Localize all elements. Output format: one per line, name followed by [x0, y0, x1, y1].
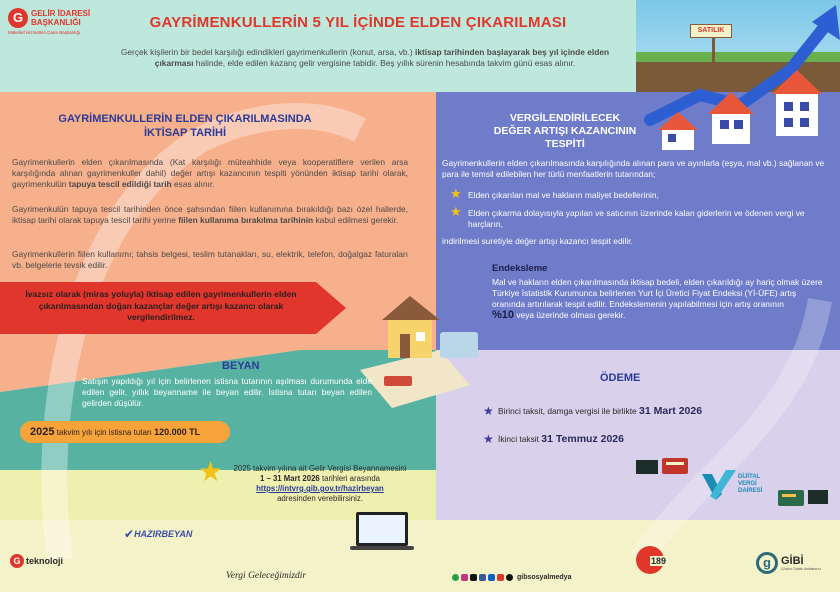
- alo-189-number: 189: [651, 556, 667, 566]
- deger-title-line1: VERGİLENDİRİLECEK: [509, 112, 621, 124]
- endeksleme-title: Endeksleme: [492, 263, 548, 274]
- youtube-icon[interactable]: [497, 574, 504, 581]
- iktisap-paragraph-1: [12, 157, 408, 190]
- teknoloji-label: teknoloji: [26, 556, 64, 566]
- istisna-amount: 120.000 TL: [154, 427, 201, 437]
- deger-bullet-1: Elden çıkarılan mal ve hakların maliyet bedellerinin,: [468, 190, 659, 200]
- beyan-note: [222, 464, 418, 504]
- brand-tagline: Mükellef Hizmetleri Daire Başkanlığı: [8, 30, 81, 35]
- iktisap-title: [30, 112, 340, 140]
- iktisap-paragraph-3: Gayrimenkullerin fiilen kullanımı; tahsis belgesi, teslim tutanakları, su, elektrik, telefon, doğalgaz faturaları vb. belgelerle tevsik edilir.: [12, 249, 408, 270]
- gib-logo: [8, 8, 90, 28]
- dijital-vergi-dairesi-text: [738, 474, 762, 495]
- hazirbeyan-logo: [124, 527, 192, 541]
- intro-bold: iktisap tarihinden başlayarak beş yıl içinde elden çıkarması: [154, 47, 610, 68]
- star-icon: ★: [198, 456, 224, 487]
- odeme-item-2-date: 31 Temmuz 2026: [541, 433, 624, 445]
- social-bar: [452, 574, 571, 581]
- endeksleme-rate: %10: [492, 309, 515, 321]
- teknoloji-logo: [10, 554, 63, 568]
- endeksleme-rate-line: [492, 310, 830, 321]
- iktisap-p1-plain: Gayrimenkullerin elden çıkarılmasında (Kat karşılığı müteahhide veya kooperatiflere verilen arsa karşılığında alınan gayrimenkuller dahil) değer artışı kazancının tespiti yönünden iktisap tarihi olarak, gayrimenkulün: [12, 157, 408, 189]
- endeksleme-body: Mal ve hakların elden çıkarılmasında iktisap bedeli, elden çıkarıldığı ay hariç olmak üzere Türkiye İstatistik Kurumunca belirlenen Yurt İçi Üretici Fiyat Endeksi (Yİ-ÜFE) artış oranında artırılarak tespit edilir. Endekslemenin yapılabilmesi için artış oranının: [492, 277, 823, 309]
- teknoloji-logo-icon: G: [10, 554, 24, 568]
- beyan-note-line1: 2025 takvim yılına ait Gelir Vergisi Beyannamesini: [233, 464, 407, 473]
- beyan-body: Satışın yapıldığı yıl için belirlenen istisna tutarının aşılması durumunda elde edilen gelir, yıllık beyanname ile beyan edilir. İstisna tutarı beyan edilen gelirden düşülür.: [82, 376, 372, 408]
- odeme-title: ÖDEME: [600, 372, 641, 384]
- beyan-note-line2: tarihleri arasında: [319, 474, 381, 483]
- dijital-line1: DİJİTAL: [738, 474, 761, 480]
- odeme-item-2-label: İkinci taksit: [498, 434, 542, 444]
- instagram-icon[interactable]: [461, 574, 468, 581]
- sign-post: [712, 36, 715, 62]
- brand-name-line1: GELİR İDARESİ: [31, 8, 91, 18]
- iktisap-title-line1: GAYRİMENKULLERİN ELDEN ÇIKARILMASINDA: [58, 113, 312, 125]
- slogan: Vergi Geleceğimizdir: [226, 571, 307, 581]
- intro-text: [110, 47, 620, 69]
- brand-name-line2: BAŞKANLIĞI: [31, 17, 81, 27]
- gibi-sub: Çözüm Odaklı Asistanınız: [781, 567, 822, 571]
- tiktok-icon[interactable]: [506, 574, 513, 581]
- beyan-title: BEYAN: [222, 360, 260, 372]
- dijital-line3: DAİRESİ: [738, 488, 763, 494]
- iktisap-p2-end: kabul edilmesi gerekir.: [313, 215, 399, 225]
- deger-title-line3: TESPİTİ: [545, 138, 585, 150]
- deger-title: [460, 112, 670, 151]
- odeme-item-1-date: 31 Mart 2026: [639, 405, 703, 417]
- star-icon: ★: [450, 204, 462, 219]
- deger-title-line2: DEĞER ARTIŞI KAZANCININ: [493, 125, 637, 137]
- deger-bullet-2: Elden çıkarma dolayısıyla yapılan ve satıcının üzerinde kalan giderlerin ve ödenen vergi ve harçların,: [468, 208, 805, 229]
- gibi-icon: g: [756, 552, 778, 574]
- card-icon-left: [636, 458, 688, 474]
- star-icon: ★: [450, 186, 462, 201]
- dijital-vergi-dairesi-icon: [702, 470, 736, 500]
- intro-plain-2: halinde, elde edilen kazanç gelir vergisine tabidir. Beş yıllık sürenin hesabında takvim günü esas alınır.: [193, 58, 576, 68]
- whatsapp-icon[interactable]: [452, 574, 459, 581]
- laptop-illustration: [350, 512, 414, 550]
- linkedin-icon[interactable]: [488, 574, 495, 581]
- iktisap-p1-end: esas alınır.: [171, 179, 215, 189]
- istisna-pill: [20, 421, 230, 443]
- iktisap-paragraph-2: [12, 204, 408, 226]
- istisna-mid: takvim yılı için istisna tutarı: [54, 427, 155, 437]
- iktisap-title-line2: İKTİSAP TARİHİ: [143, 127, 227, 139]
- card-icon-right: [778, 490, 828, 506]
- social-handle[interactable]: gibsosyalmedya: [517, 574, 572, 581]
- gibi-logo: [756, 552, 821, 574]
- iktisap-p2-bold: fiilen kullanıma bırakılma tarihinin: [178, 215, 314, 225]
- odeme-item-2: [498, 433, 624, 445]
- satilik-sign: SATILIK: [690, 24, 732, 38]
- miras-banner-text: İvazsız olarak (miras yoluyla) iktisap edilen gayrimenkullerin elden çıkarılmasından doğan kazançlar değer artışı kazancı olarak vergilendirilmez.: [25, 289, 297, 322]
- alo-189-logo: [636, 546, 670, 576]
- x-icon[interactable]: [470, 574, 477, 581]
- gibi-label: GİBİ: [781, 555, 804, 567]
- intro-plain-1: Gerçek kişilerin bir bedel karşılığı edindikleri gayrimenkullerin (konut, arsa, vb.): [120, 47, 416, 57]
- gib-logo-icon: G: [8, 8, 28, 28]
- iktisap-p2-plain: Gayrimenkulün tapuya tescil tarihinden önce şahsından fiilen kullanımına bırakıldığı bazı özel hallerde, iktisap tarihi olarak tapuya tescil tarihi yerine: [12, 204, 408, 225]
- hazirbeyan-label: HAZIRBEYAN: [134, 529, 193, 539]
- hazirbeyan-link[interactable]: https://intvrg.gib.gov.tr/hazirbeyan: [256, 484, 384, 493]
- beyan-note-line4: adresinden verebilirsiniz.: [277, 494, 363, 503]
- facebook-icon[interactable]: [479, 574, 486, 581]
- istisna-year: 2025: [30, 426, 55, 438]
- endeksleme-rate-suffix: veya üzerinde olması gerekir.: [514, 310, 626, 320]
- odeme-item-1-label: Birinci taksit, damga vergisi ile birlikte: [498, 406, 640, 416]
- deger-outro: indirilmesi suretiyle değer artışı kazancı tespit edilir.: [442, 236, 633, 246]
- star-icon: ★: [483, 404, 494, 418]
- beyan-note-dates: 1 – 31 Mart 2026: [259, 474, 320, 483]
- dijital-line2: VERGİ: [738, 481, 757, 487]
- star-icon: ★: [483, 432, 494, 446]
- page-title: GAYRİMENKULLERİN 5 YIL İÇİNDE ELDEN ÇIKARILMASI: [149, 14, 567, 31]
- odeme-item-1: [498, 405, 702, 417]
- check-icon: ✔: [124, 527, 135, 541]
- deger-intro: Gayrimenkullerin elden çıkarılmasında karşılığında alınan para ve ayınlarla (eşya, mal vb.) sağlanan ve para ile temsil edilebilen her türlü menfaatlerin tutarından;: [442, 158, 825, 179]
- iktisap-p1-bold: tapuya tescil edildiği tarih: [68, 179, 172, 189]
